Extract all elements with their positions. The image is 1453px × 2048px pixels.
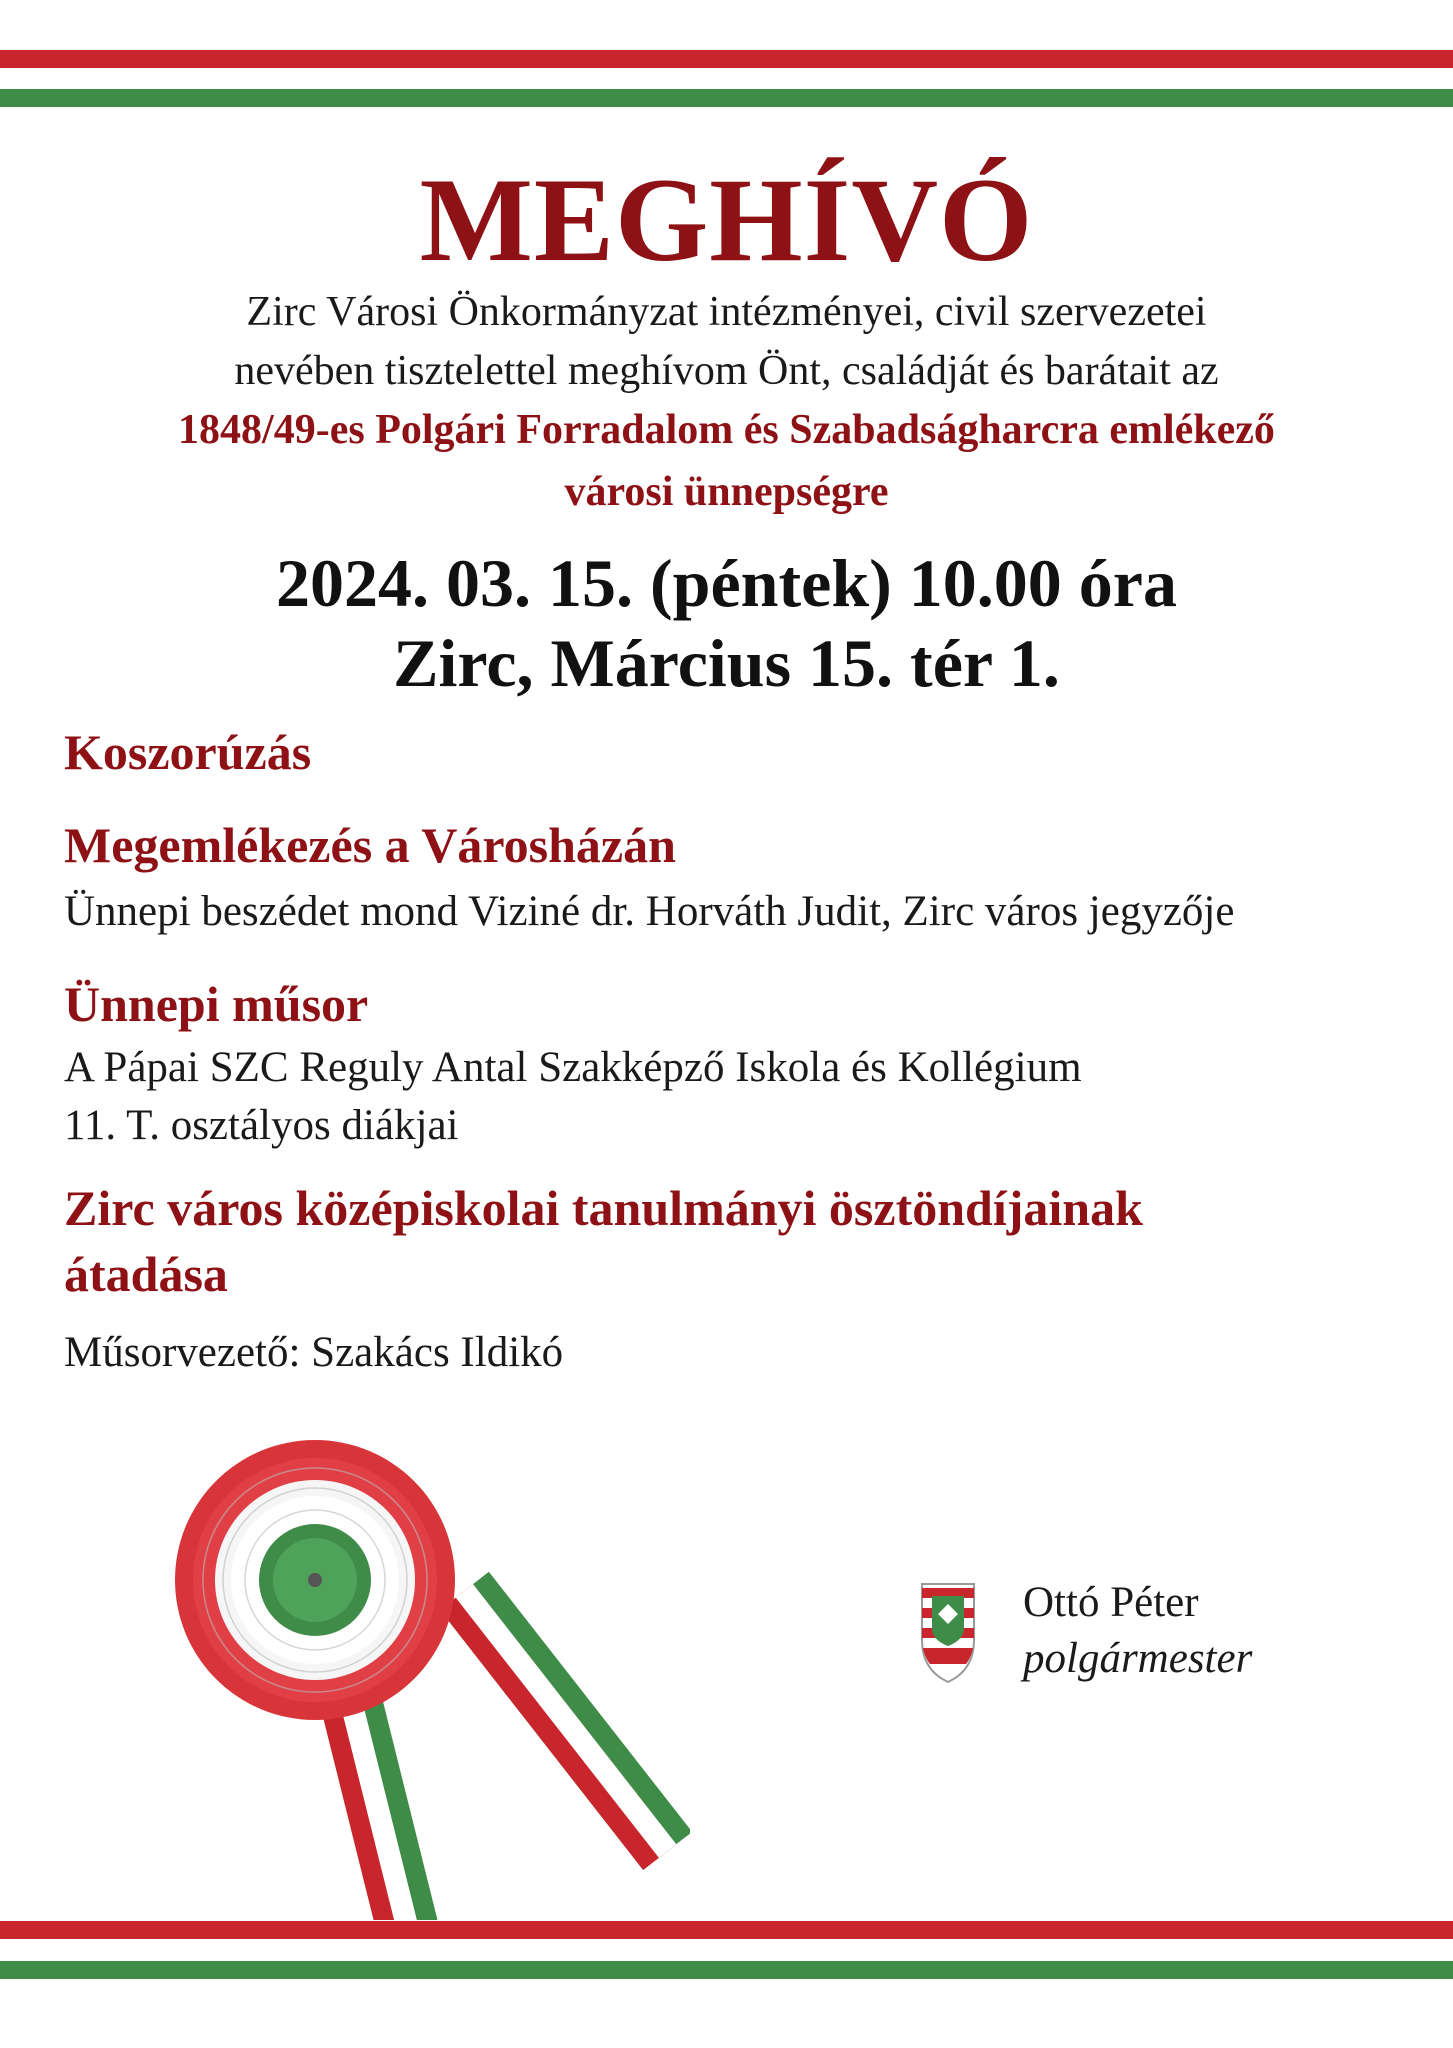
program-item-commemoration-text: Ünnepi beszédet mond Viziné dr. Horváth Judit, Zirc város jegyzője (64, 888, 1235, 935)
event-name-line-1: 1848/49-es Polgári Forradalom és Szabadságharcra emlékező (178, 407, 1275, 453)
page-title: MEGHÍVÓ (419, 153, 1034, 286)
program-item-commemoration-heading: Megemlékezés a Városházán (64, 817, 676, 873)
bottom-green-stripe (0, 1961, 1453, 1979)
bottom-red-stripe (0, 1921, 1453, 1939)
program-item-wreath-heading: Koszorúzás (64, 724, 312, 780)
intro-line-1: Zirc Városi Önkormányzat intézményei, civil szervezetei (246, 289, 1207, 335)
top-green-stripe (0, 89, 1453, 107)
program-item-show-text-line-2: 11. T. osztályos diákjai (64, 1102, 459, 1149)
event-date: 2024. 03. 15. (péntek) 10.00 óra (276, 545, 1177, 621)
zirc-coat-of-arms-icon (918, 1578, 978, 1688)
kokarda-icon (170, 1400, 690, 1920)
mayor-name: Ottó Péter (1023, 1579, 1199, 1626)
intro-line-2: nevében tisztelettel meghívom Önt, családját és barátait az (234, 348, 1219, 394)
program-item-scholarship-heading-line-1: Zirc város középiskolai tanulmányi ösztöndíjainak (64, 1180, 1143, 1236)
host-text: Műsorvezető: Szakács Ildikó (64, 1329, 564, 1376)
program-item-show-heading: Ünnepi műsor (64, 976, 369, 1032)
event-name-line-2: városi ünnepségre (564, 469, 889, 515)
mayor-title: polgármester (1023, 1635, 1253, 1682)
event-place: Zirc, Március 15. tér 1. (393, 625, 1060, 701)
ribbon-right (440, 1572, 690, 1870)
program-item-show-text-line-1: A Pápai SZC Reguly Antal Szakképző Iskola és Kollégium (64, 1044, 1082, 1091)
top-red-stripe (0, 50, 1453, 68)
program-item-scholarship-heading-line-2: átadása (64, 1246, 228, 1302)
